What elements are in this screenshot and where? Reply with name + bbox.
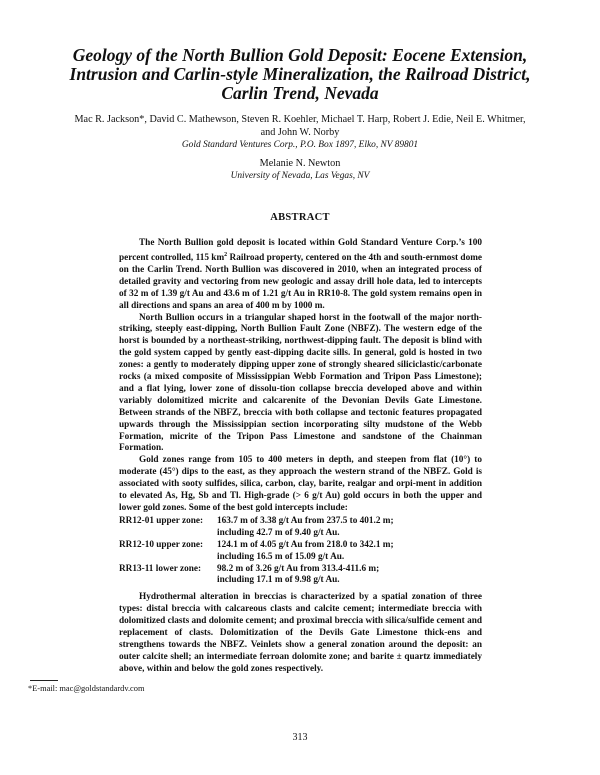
intercept-line-2: including 16.5 m of 15.09 g/t Au. <box>217 551 345 562</box>
title-line-3: Carlin Trend, Nevada <box>221 83 379 103</box>
abstract-paragraph-4: Hydrothermal alteration in breccias is characterized by a spatial zonation of three types: distal breccia with calcareous clasts and calcite cement; intermediate breccia with dolomitized clasts and dolomite cement; and proximal breccia with silica/sulfide cement and replacement of clasts. Dolomitization of the Devils Gate Limestone thick-ens and strengthens towards the NBFZ. Veinlets show a general zonation around the deposit: an outer calcite shell; an intermediate ferroan dolomite zone; and barite ± quartz immediately above, within and below the gold zones respectively. <box>119 592 482 674</box>
authors-line-2: and John W. Norby <box>260 127 340 138</box>
abstract-paragraph-3: Gold zones range from 105 to 400 meters in depth, and steepen from flat (10°) to moderate (45°) dips to the east, as they approach the western strand of the NBFZ. Gold is associated with sooty sulfides, silica, carbon, clay, barite, realgar and orpi-ment in addition to elevated As, Hg, Sb and Tl. High-grade (> 6 g/t Au) gold occurs in both the upper and lower gold zones. Some of the best gold intercepts include: <box>119 455 482 514</box>
abstract-paragraph-2: North Bullion occurs in a triangular shaped horst in the footwall of the major north-striking, steeply east-dipping, North Bullion Fault Zone (NBFZ). The western edge of the horst is bounded by a northeast-striking, northwest-dipping fault. The deposit is blind with the gold system capped by gently east-dipping dacite sills. In general, gold is hosted in two zones: a gently to moderately dipping upper zone of strongly sheared siliciclastic/carbonate rocks (a mixed composite of Mississippian Webb Formation and Tripon Pass Limestone); and a flat lying, lower zone of dissolu-tion collapse breccia developed above and within variably dolomitized micrite and calcarenite of the Devonian Devils Gate Limestone. Between strands of the NBFZ, breccia with both collapse and tectonic features propagated upwards through the Mississippian section incorporating silty mudstone of the Webb Formation, micrite of the Tripon Pass Limestone and sandstone of the Chainman Formation. <box>119 312 482 454</box>
abstract-paragraph-1 <box>119 238 482 313</box>
intercept-label: RR12-01 upper zone: <box>119 515 204 526</box>
intercept-list <box>119 516 482 587</box>
intercept-values <box>217 564 482 588</box>
affiliation-2: University of Nevada, Las Vegas, NV <box>230 171 370 181</box>
p1-text-a: The North Bullion gold deposit is located within Gold Standard Venture Corp.’s 100 percent controlled, 115 km <box>119 238 482 263</box>
intercept-line-2: including 42.7 m of 9.40 g/t Au. <box>217 527 340 538</box>
title-line-2: Intrusion and Carlin-style Mineralization, the Railroad District, <box>69 64 531 84</box>
abstract-body <box>119 238 482 676</box>
intercept-row <box>119 564 482 588</box>
intercept-line-1: 124.1 m of 4.05 g/t Au from 218.0 to 342.1 m; <box>217 539 394 550</box>
p1-text-b: Railroad property, centered on the 4th and south-ernmost dome on the Carlin Trend. North Bullion was discovered in 2010, when an integrated process of detailed gravity and vectoring from new geologic and assay drill hole data, led to intercepts of 32 m of 1.39 g/t Au and 43.6 m of 1.21 g/t Au in RR10-8. The gold system remains open in all directions and spans an area of 400 m by 1000 m. <box>119 252 483 311</box>
footnote-email: *E-mail: mac@goldstandardv.com <box>28 684 145 693</box>
page-number: 313 <box>292 732 308 743</box>
intercept-row <box>119 516 482 540</box>
km-superscript: 2 <box>224 251 228 258</box>
paper-title <box>60 46 540 103</box>
title-line-1: Geology of the North Bullion Gold Deposit: Eocene Extension, <box>72 45 528 65</box>
affiliation-1: Gold Standard Ventures Corp., P.O. Box 1897, Elko, NV 89801 <box>181 140 419 150</box>
authors-line-1: Mac R. Jackson*, David C. Mathewson, Steven R. Koehler, Michael T. Harp, Robert J. Edie, Neil E. Whitmer, <box>74 114 526 125</box>
intercept-values <box>217 516 482 540</box>
intercept-line-2: including 17.1 m of 9.98 g/t Au. <box>217 575 340 586</box>
author-block <box>70 113 530 183</box>
intercept-row <box>119 540 482 564</box>
abstract-heading: ABSTRACT <box>270 212 330 223</box>
intercept-line-1: 163.7 m of 3.38 g/t Au from 237.5 to 401.2 m; <box>217 515 394 526</box>
intercept-values <box>217 540 482 564</box>
second-author: Melanie N. Newton <box>259 158 341 169</box>
intercept-line-1: 98.2 m of 3.26 g/t Au from 313.4-411.6 m; <box>217 563 380 574</box>
intercept-label: RR12-10 upper zone: <box>119 539 204 550</box>
footnote-rule <box>30 680 58 681</box>
intercept-label: RR13-11 lower zone: <box>119 563 202 574</box>
